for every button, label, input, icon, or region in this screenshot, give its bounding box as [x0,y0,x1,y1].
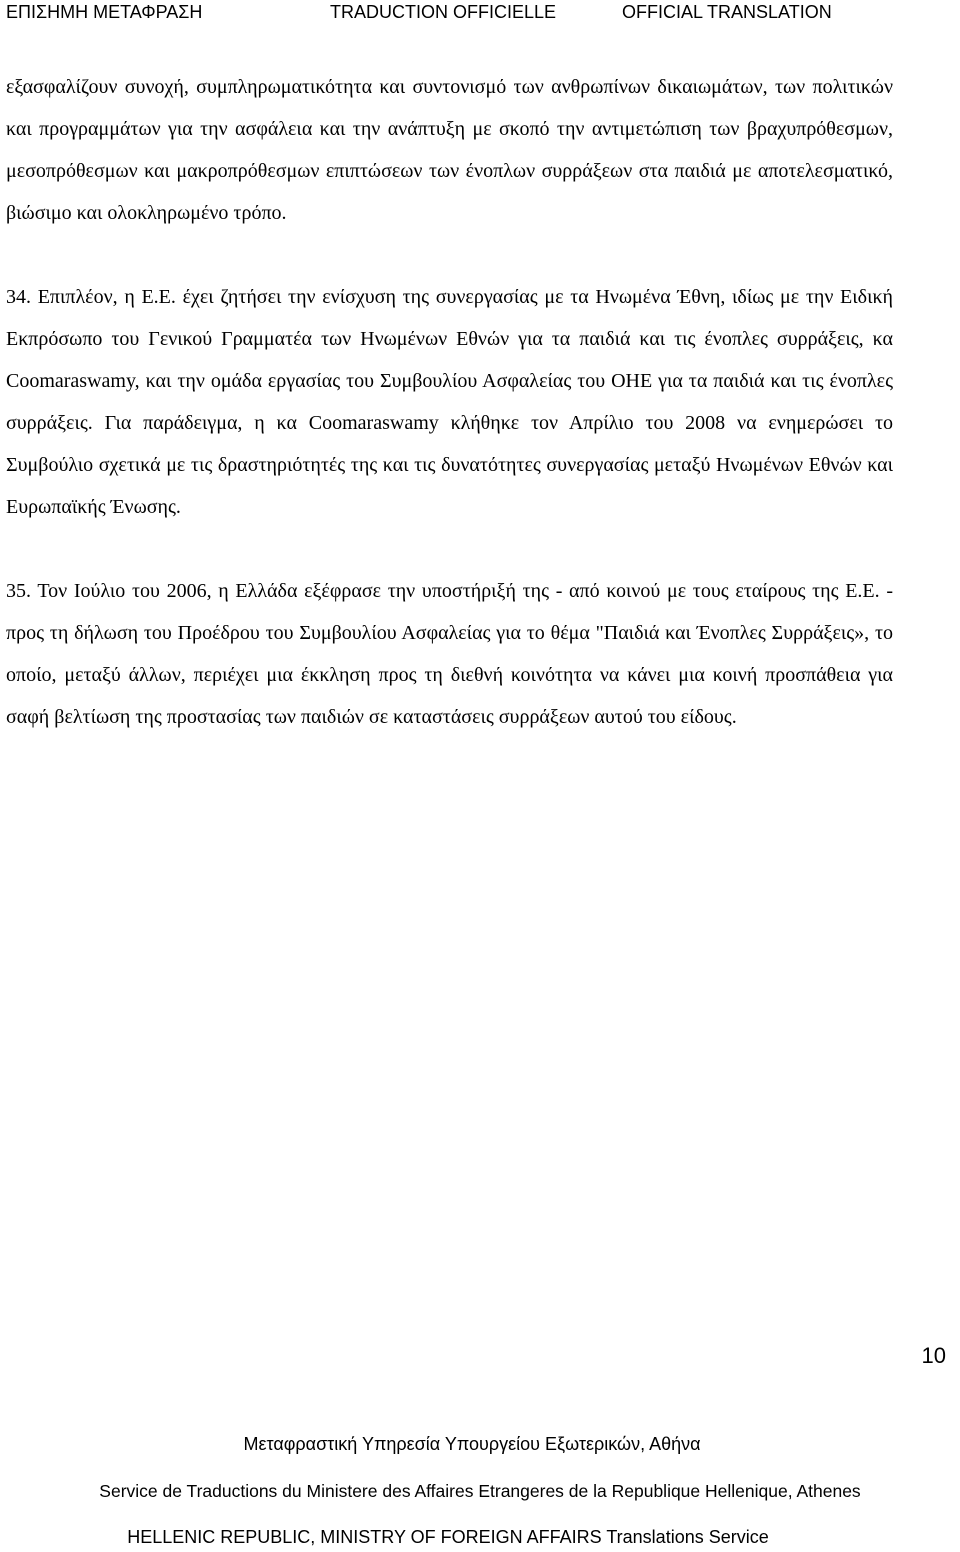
header-french: TRADUCTION OFFICIELLE [330,2,557,22]
header-greek: ΕΠΙΣΗΜΗ ΜΕΤΑΦΡΑΣΗ [6,2,203,22]
paragraph-35: 35. Τον Ιούλιο του 2006, η Ελλάδα εξέφρασε την υποστήριξή της - από κοινού με τους εταίρους της Ε.Ε. - προς τη δήλωση του Προέδρου του Συμβουλίου Ασφαλείας για το θέμα "Παιδιά και Ένοπλες Συρράξεις», το οποίο, μεταξύ άλλων, περιέχει μια έκκληση προς τη διεθνή κοινότητα να κάνει μια κοινή προσπάθεια για σαφή βελτίωση της προστασίας των παιδιών σε καταστάσεις συρράξεων αυτού του είδους. [6,580,893,728]
paragraph-34: 34. Επιπλέον, η Ε.Ε. έχει ζητήσει την ενίσχυση της συνεργασίας με τα Ηνωμένα Έθνη, ιδίως με την Ειδική Εκπρόσωπο του Γενικού Γραμματέα των Ηνωμένων Εθνών για τα παιδιά και τις ένοπλες συρράξεις, κα Coomaraswamy, και την ομάδα εργασίας του Συμβουλίου Ασφαλείας του ΟΗΕ για τα παιδιά και τις ένοπλες συρράξεις. Για παράδειγμα, η κα Coomaraswamy κλήθηκε τον Απρίλιο του 2008 να ενημερώσει το Συμβούλιο σχετικά με τις δραστηριότητές της και τις δυνατότητες συνεργασίας μεταξύ Ηνωμένων Εθνών και Ευρωπαϊκής Ένωσης. [6,286,893,518]
header-english: OFFICIAL TRANSLATION [622,2,832,22]
paragraph-continuation: εξασφαλίζουν συνοχή, συμπληρωματικότητα και συντονισμό των ανθρωπίνων δικαιωμάτων, των πολιτικών και προγραμμάτων για την ασφάλεια και την ανάπτυξη με σκοπό την αντιμετώπιση των βραχυπρόθεσμων, μεσοπρόθεσμων και μακροπρόθεσμων επιπτώσεων των ένοπλων συρράξεων στα παιδιά με αποτελεσματικό, βιώσιμο και ολοκληρωμένο τρόπο. [6,76,893,224]
footer-greek: Μεταφραστική Υπηρεσία Υπουργείου Εξωτερικών, Αθήνα [243,1434,701,1454]
page-number: 10 [921,1343,946,1368]
footer-english: HELLENIC REPUBLIC, MINISTRY OF FOREIGN AFFAIRS Translations Service [127,1527,769,1547]
page-header [0,0,960,28]
document-body [6,66,893,780]
footer-french: Service de Traductions du Ministere des Affaires Etrangeres de la Republique Hellenique, Athenes [99,1481,861,1501]
